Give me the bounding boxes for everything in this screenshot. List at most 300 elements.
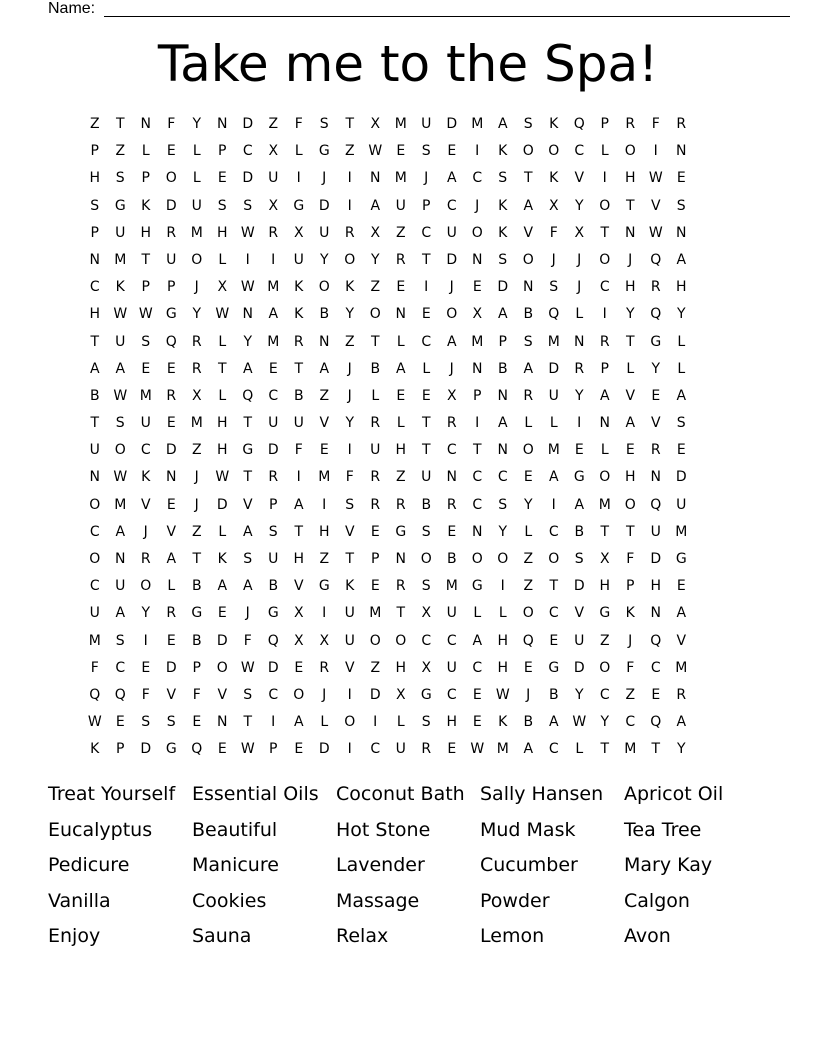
grid-cell[interactable]: C: [472, 659, 483, 676]
grid-cell[interactable]: J: [245, 605, 250, 622]
grid-cell[interactable]: I: [373, 714, 378, 731]
grid-cell[interactable]: C: [497, 469, 508, 486]
grid-cell[interactable]: K: [498, 197, 508, 214]
grid-cell[interactable]: L: [498, 605, 507, 622]
grid-cell[interactable]: X: [395, 686, 406, 703]
grid-cell[interactable]: P: [167, 279, 176, 296]
grid-cell[interactable]: U: [293, 415, 304, 432]
grid-cell[interactable]: S: [498, 251, 508, 268]
grid-cell[interactable]: T: [625, 197, 635, 214]
grid-cell[interactable]: L: [677, 333, 686, 350]
grid-cell[interactable]: R: [650, 279, 661, 296]
grid-cell[interactable]: E: [166, 143, 176, 160]
grid-cell[interactable]: Z: [370, 279, 381, 296]
grid-cell[interactable]: A: [472, 632, 483, 649]
grid-cell[interactable]: B: [497, 360, 508, 377]
grid-cell[interactable]: K: [115, 279, 125, 296]
grid-cell[interactable]: B: [548, 686, 559, 703]
grid-cell[interactable]: O: [471, 551, 483, 567]
grid-cell[interactable]: U: [166, 251, 177, 268]
grid-cell[interactable]: C: [89, 279, 100, 296]
grid-cell[interactable]: G: [650, 333, 662, 350]
grid-cell[interactable]: C: [89, 523, 100, 540]
grid-cell[interactable]: N: [650, 469, 661, 486]
grid-cell[interactable]: Z: [319, 551, 330, 567]
grid-cell[interactable]: R: [676, 686, 687, 703]
grid-cell[interactable]: L: [167, 578, 176, 595]
grid-cell[interactable]: E: [115, 714, 125, 731]
grid-cell[interactable]: W: [240, 741, 255, 758]
grid-cell[interactable]: G: [573, 469, 585, 486]
grid-cell[interactable]: N: [497, 387, 508, 404]
grid-cell[interactable]: R: [140, 551, 151, 567]
grid-cell[interactable]: C: [421, 333, 432, 350]
grid-cell[interactable]: N: [166, 469, 177, 486]
grid-cell[interactable]: X: [446, 387, 457, 404]
grid-cell[interactable]: L: [218, 333, 227, 350]
grid-cell[interactable]: Q: [267, 632, 279, 649]
grid-cell[interactable]: R: [599, 333, 610, 350]
grid-cell[interactable]: C: [650, 659, 661, 676]
grid-cell[interactable]: Y: [625, 306, 635, 323]
grid-cell[interactable]: U: [395, 197, 406, 214]
grid-cell[interactable]: E: [166, 496, 176, 513]
grid-cell[interactable]: I: [347, 741, 352, 758]
grid-cell[interactable]: L: [422, 360, 431, 377]
grid-cell[interactable]: Q: [114, 686, 126, 703]
grid-cell[interactable]: R: [370, 496, 381, 513]
grid-cell[interactable]: S: [115, 170, 125, 187]
grid-cell[interactable]: R: [395, 251, 406, 268]
grid-cell[interactable]: F: [294, 116, 303, 132]
grid-cell[interactable]: J: [628, 632, 633, 649]
grid-cell[interactable]: U: [268, 415, 279, 432]
grid-cell[interactable]: G: [318, 578, 330, 595]
grid-cell[interactable]: J: [143, 523, 148, 540]
grid-cell[interactable]: T: [141, 251, 151, 268]
grid-cell[interactable]: C: [599, 686, 610, 703]
grid-cell[interactable]: A: [599, 387, 610, 404]
grid-cell[interactable]: U: [293, 251, 304, 268]
grid-cell[interactable]: O: [165, 170, 177, 187]
grid-cell[interactable]: U: [650, 523, 661, 540]
grid-cell[interactable]: X: [574, 224, 585, 241]
grid-cell[interactable]: A: [319, 360, 330, 377]
grid-cell[interactable]: L: [218, 523, 227, 540]
grid-cell[interactable]: K: [345, 279, 355, 296]
grid-cell[interactable]: C: [421, 224, 432, 241]
grid-cell[interactable]: O: [599, 469, 611, 486]
grid-cell[interactable]: L: [320, 714, 329, 731]
grid-cell[interactable]: N: [115, 551, 126, 567]
grid-cell[interactable]: D: [267, 442, 279, 459]
grid-cell[interactable]: M: [471, 116, 484, 132]
grid-cell[interactable]: Z: [191, 442, 202, 459]
grid-cell[interactable]: M: [114, 496, 127, 513]
grid-cell[interactable]: V: [166, 523, 177, 540]
grid-cell[interactable]: W: [240, 224, 255, 241]
grid-cell[interactable]: R: [370, 415, 381, 432]
grid-cell[interactable]: C: [370, 741, 381, 758]
grid-cell[interactable]: K: [345, 578, 355, 595]
grid-cell[interactable]: Y: [370, 251, 380, 268]
grid-cell[interactable]: I: [500, 578, 505, 595]
grid-cell[interactable]: C: [548, 523, 559, 540]
grid-cell[interactable]: L: [192, 170, 201, 187]
grid-cell[interactable]: S: [243, 686, 253, 703]
grid-cell[interactable]: E: [370, 578, 380, 595]
grid-cell[interactable]: G: [420, 686, 432, 703]
grid-cell[interactable]: R: [446, 496, 457, 513]
grid-cell[interactable]: T: [192, 551, 202, 567]
grid-cell[interactable]: T: [421, 415, 431, 432]
grid-cell[interactable]: G: [548, 659, 560, 676]
grid-cell[interactable]: M: [190, 224, 203, 241]
grid-cell[interactable]: H: [216, 224, 228, 241]
grid-cell[interactable]: I: [602, 170, 607, 187]
grid-cell[interactable]: Z: [344, 333, 355, 350]
grid-cell[interactable]: O: [114, 442, 126, 459]
grid-cell[interactable]: Y: [319, 251, 329, 268]
grid-cell[interactable]: I: [143, 632, 148, 649]
grid-cell[interactable]: T: [625, 523, 635, 540]
grid-cell[interactable]: I: [347, 197, 352, 214]
grid-cell[interactable]: O: [89, 496, 101, 513]
grid-cell[interactable]: S: [498, 496, 508, 513]
grid-cell[interactable]: I: [653, 143, 658, 160]
grid-cell[interactable]: E: [396, 387, 406, 404]
grid-cell[interactable]: E: [421, 306, 431, 323]
grid-cell[interactable]: Z: [599, 632, 610, 649]
grid-cell[interactable]: L: [396, 333, 405, 350]
grid-cell[interactable]: I: [551, 496, 556, 513]
grid-cell[interactable]: C: [446, 197, 457, 214]
grid-cell[interactable]: D: [216, 632, 228, 649]
grid-cell[interactable]: N: [89, 251, 100, 268]
grid-cell[interactable]: T: [217, 360, 227, 377]
grid-cell[interactable]: W: [648, 170, 663, 187]
grid-cell[interactable]: K: [141, 469, 151, 486]
grid-cell[interactable]: E: [549, 632, 559, 649]
grid-cell[interactable]: D: [573, 659, 585, 676]
grid-cell[interactable]: J: [449, 360, 454, 377]
grid-cell[interactable]: L: [575, 306, 584, 323]
grid-cell[interactable]: S: [115, 632, 125, 649]
grid-cell[interactable]: Q: [650, 306, 662, 323]
grid-cell[interactable]: X: [421, 659, 432, 676]
grid-cell[interactable]: U: [344, 632, 355, 649]
grid-cell[interactable]: D: [242, 116, 254, 132]
grid-cell[interactable]: T: [345, 551, 355, 567]
grid-cell[interactable]: D: [165, 442, 177, 459]
grid-cell[interactable]: D: [369, 686, 381, 703]
grid-cell[interactable]: A: [548, 469, 559, 486]
grid-cell[interactable]: X: [293, 632, 304, 649]
grid-cell[interactable]: W: [240, 659, 255, 676]
grid-cell[interactable]: R: [395, 496, 406, 513]
grid-cell[interactable]: Q: [650, 496, 662, 513]
grid-cell[interactable]: Y: [192, 116, 202, 132]
grid-cell[interactable]: R: [166, 387, 177, 404]
grid-cell[interactable]: R: [446, 415, 457, 432]
grid-cell[interactable]: A: [497, 415, 508, 432]
grid-cell[interactable]: A: [268, 306, 279, 323]
grid-cell[interactable]: I: [475, 143, 480, 160]
grid-cell[interactable]: Z: [395, 224, 406, 241]
grid-cell[interactable]: U: [268, 551, 279, 567]
grid-cell[interactable]: P: [422, 197, 431, 214]
grid-cell[interactable]: L: [396, 415, 405, 432]
grid-cell[interactable]: E: [166, 360, 176, 377]
grid-cell[interactable]: Y: [498, 523, 508, 540]
grid-cell[interactable]: P: [269, 496, 278, 513]
grid-cell[interactable]: B: [319, 306, 330, 323]
grid-cell[interactable]: C: [140, 442, 151, 459]
grid-cell[interactable]: A: [676, 387, 687, 404]
grid-cell[interactable]: H: [89, 170, 101, 187]
grid-cell[interactable]: E: [319, 442, 329, 459]
grid-cell[interactable]: O: [599, 659, 611, 676]
grid-cell[interactable]: N: [676, 143, 687, 160]
grid-cell[interactable]: F: [626, 659, 635, 676]
grid-cell[interactable]: Q: [522, 632, 534, 649]
grid-cell[interactable]: Z: [523, 551, 534, 567]
grid-cell[interactable]: K: [549, 170, 559, 187]
grid-cell[interactable]: P: [116, 741, 125, 758]
grid-cell[interactable]: L: [524, 415, 533, 432]
grid-cell[interactable]: F: [243, 632, 252, 649]
grid-cell[interactable]: C: [446, 632, 457, 649]
grid-cell[interactable]: T: [90, 333, 100, 350]
grid-cell[interactable]: C: [472, 469, 483, 486]
grid-cell[interactable]: L: [294, 143, 303, 160]
grid-cell[interactable]: W: [87, 714, 102, 731]
grid-cell[interactable]: O: [216, 659, 228, 676]
grid-cell[interactable]: C: [548, 605, 559, 622]
grid-cell[interactable]: X: [421, 605, 432, 622]
grid-cell[interactable]: A: [574, 496, 585, 513]
grid-cell[interactable]: B: [421, 496, 432, 513]
grid-cell[interactable]: U: [446, 224, 457, 241]
grid-cell[interactable]: O: [420, 551, 432, 567]
grid-cell[interactable]: Z: [191, 523, 202, 540]
grid-cell[interactable]: O: [522, 251, 534, 268]
grid-cell[interactable]: O: [318, 279, 330, 296]
grid-cell[interactable]: E: [396, 143, 406, 160]
grid-cell[interactable]: T: [243, 714, 253, 731]
grid-cell[interactable]: E: [268, 360, 278, 377]
grid-cell[interactable]: P: [600, 360, 609, 377]
grid-cell[interactable]: H: [650, 578, 662, 595]
grid-cell[interactable]: V: [650, 415, 661, 432]
grid-cell[interactable]: X: [599, 551, 610, 567]
grid-cell[interactable]: E: [651, 686, 661, 703]
grid-cell[interactable]: J: [449, 279, 454, 296]
grid-cell[interactable]: D: [165, 197, 177, 214]
grid-cell[interactable]: I: [475, 415, 480, 432]
grid-cell[interactable]: W: [113, 387, 128, 404]
grid-cell[interactable]: T: [549, 578, 559, 595]
grid-cell[interactable]: E: [472, 279, 482, 296]
grid-cell[interactable]: I: [577, 415, 582, 432]
grid-cell[interactable]: O: [624, 143, 636, 160]
grid-cell[interactable]: X: [472, 306, 483, 323]
grid-cell[interactable]: F: [651, 116, 660, 132]
grid-cell[interactable]: X: [319, 632, 330, 649]
grid-cell[interactable]: R: [319, 659, 330, 676]
grid-cell[interactable]: D: [573, 578, 585, 595]
grid-cell[interactable]: U: [89, 605, 100, 622]
grid-cell[interactable]: R: [625, 116, 636, 132]
grid-cell[interactable]: F: [90, 659, 99, 676]
grid-cell[interactable]: Y: [574, 387, 584, 404]
grid-cell[interactable]: D: [165, 659, 177, 676]
grid-cell[interactable]: N: [650, 605, 661, 622]
grid-cell[interactable]: Q: [573, 116, 585, 132]
grid-cell[interactable]: A: [523, 360, 534, 377]
grid-cell[interactable]: M: [598, 496, 611, 513]
grid-cell[interactable]: G: [293, 197, 305, 214]
grid-cell[interactable]: J: [475, 197, 480, 214]
grid-cell[interactable]: O: [293, 686, 305, 703]
grid-cell[interactable]: N: [472, 251, 483, 268]
grid-cell[interactable]: N: [625, 224, 636, 241]
grid-cell[interactable]: J: [577, 251, 582, 268]
grid-cell[interactable]: F: [167, 116, 176, 132]
grid-cell[interactable]: M: [190, 415, 203, 432]
grid-cell[interactable]: E: [676, 170, 686, 187]
grid-cell[interactable]: R: [574, 360, 585, 377]
grid-cell[interactable]: P: [600, 116, 609, 132]
grid-cell[interactable]: R: [166, 224, 177, 241]
grid-cell[interactable]: P: [192, 659, 201, 676]
grid-cell[interactable]: B: [446, 551, 457, 567]
grid-cell[interactable]: V: [344, 659, 355, 676]
grid-cell[interactable]: E: [472, 686, 482, 703]
grid-cell[interactable]: D: [548, 360, 560, 377]
grid-cell[interactable]: U: [115, 333, 126, 350]
grid-cell[interactable]: R: [191, 333, 202, 350]
grid-cell[interactable]: W: [113, 306, 128, 323]
grid-cell[interactable]: F: [294, 442, 303, 459]
grid-cell[interactable]: P: [141, 170, 150, 187]
grid-cell[interactable]: R: [268, 224, 279, 241]
grid-cell[interactable]: C: [472, 170, 483, 187]
grid-cell[interactable]: F: [626, 551, 635, 567]
grid-cell[interactable]: P: [269, 741, 278, 758]
grid-cell[interactable]: C: [446, 686, 457, 703]
grid-cell[interactable]: Q: [650, 714, 662, 731]
grid-cell[interactable]: S: [549, 279, 559, 296]
grid-cell[interactable]: M: [624, 741, 637, 758]
grid-cell[interactable]: L: [473, 605, 482, 622]
grid-cell[interactable]: B: [523, 306, 534, 323]
grid-cell[interactable]: H: [89, 306, 101, 323]
grid-cell[interactable]: L: [575, 741, 584, 758]
grid-cell[interactable]: T: [651, 741, 661, 758]
grid-cell[interactable]: S: [141, 333, 151, 350]
grid-cell[interactable]: D: [318, 197, 330, 214]
grid-cell[interactable]: P: [371, 551, 380, 567]
grid-cell[interactable]: N: [446, 469, 457, 486]
grid-cell[interactable]: L: [396, 714, 405, 731]
grid-cell[interactable]: U: [319, 224, 330, 241]
grid-cell[interactable]: L: [371, 387, 380, 404]
grid-cell[interactable]: N: [140, 116, 151, 132]
grid-cell[interactable]: S: [243, 551, 253, 567]
grid-cell[interactable]: D: [497, 279, 509, 296]
grid-cell[interactable]: K: [498, 143, 508, 160]
grid-cell[interactable]: D: [216, 496, 228, 513]
grid-cell[interactable]: N: [395, 551, 406, 567]
grid-cell[interactable]: B: [191, 632, 202, 649]
grid-cell[interactable]: V: [166, 686, 177, 703]
grid-cell[interactable]: E: [472, 714, 482, 731]
grid-cell[interactable]: R: [293, 333, 304, 350]
grid-cell[interactable]: S: [166, 714, 176, 731]
grid-cell[interactable]: U: [421, 116, 432, 132]
grid-cell[interactable]: K: [625, 605, 635, 622]
grid-cell[interactable]: O: [599, 197, 611, 214]
grid-cell[interactable]: E: [447, 523, 457, 540]
grid-cell[interactable]: K: [217, 551, 227, 567]
grid-cell[interactable]: A: [523, 197, 534, 214]
grid-cell[interactable]: Y: [676, 741, 686, 758]
grid-cell[interactable]: C: [446, 442, 457, 459]
grid-cell[interactable]: N: [370, 170, 381, 187]
grid-cell[interactable]: A: [217, 578, 228, 595]
grid-cell[interactable]: R: [344, 224, 355, 241]
grid-cell[interactable]: A: [497, 116, 508, 132]
grid-cell[interactable]: H: [216, 415, 228, 432]
grid-cell[interactable]: W: [215, 469, 230, 486]
grid-cell[interactable]: Q: [650, 251, 662, 268]
grid-cell[interactable]: O: [522, 143, 534, 160]
grid-cell[interactable]: M: [267, 279, 280, 296]
grid-cell[interactable]: P: [473, 387, 482, 404]
grid-cell[interactable]: C: [574, 143, 585, 160]
grid-cell[interactable]: X: [370, 116, 381, 132]
grid-cell[interactable]: L: [218, 251, 227, 268]
grid-cell[interactable]: C: [268, 686, 279, 703]
grid-cell[interactable]: T: [294, 523, 304, 540]
grid-cell[interactable]: U: [574, 632, 585, 649]
grid-cell[interactable]: O: [522, 442, 534, 459]
grid-cell[interactable]: S: [498, 170, 508, 187]
grid-cell[interactable]: I: [271, 251, 276, 268]
grid-cell[interactable]: F: [345, 469, 354, 486]
grid-cell[interactable]: E: [141, 659, 151, 676]
grid-cell[interactable]: A: [293, 496, 304, 513]
grid-cell[interactable]: T: [600, 741, 610, 758]
grid-cell[interactable]: B: [574, 523, 585, 540]
grid-cell[interactable]: S: [141, 714, 151, 731]
grid-cell[interactable]: H: [497, 632, 509, 649]
grid-cell[interactable]: Z: [115, 143, 126, 160]
grid-cell[interactable]: E: [651, 387, 661, 404]
grid-cell[interactable]: T: [243, 469, 253, 486]
grid-cell[interactable]: U: [140, 415, 151, 432]
grid-cell[interactable]: Y: [574, 197, 584, 214]
grid-cell[interactable]: O: [369, 632, 381, 649]
grid-cell[interactable]: D: [140, 741, 152, 758]
grid-cell[interactable]: R: [166, 605, 177, 622]
grid-cell[interactable]: U: [421, 469, 432, 486]
grid-cell[interactable]: V: [242, 496, 253, 513]
grid-cell[interactable]: Y: [574, 686, 584, 703]
grid-cell[interactable]: D: [650, 551, 662, 567]
grid-cell[interactable]: E: [141, 360, 151, 377]
